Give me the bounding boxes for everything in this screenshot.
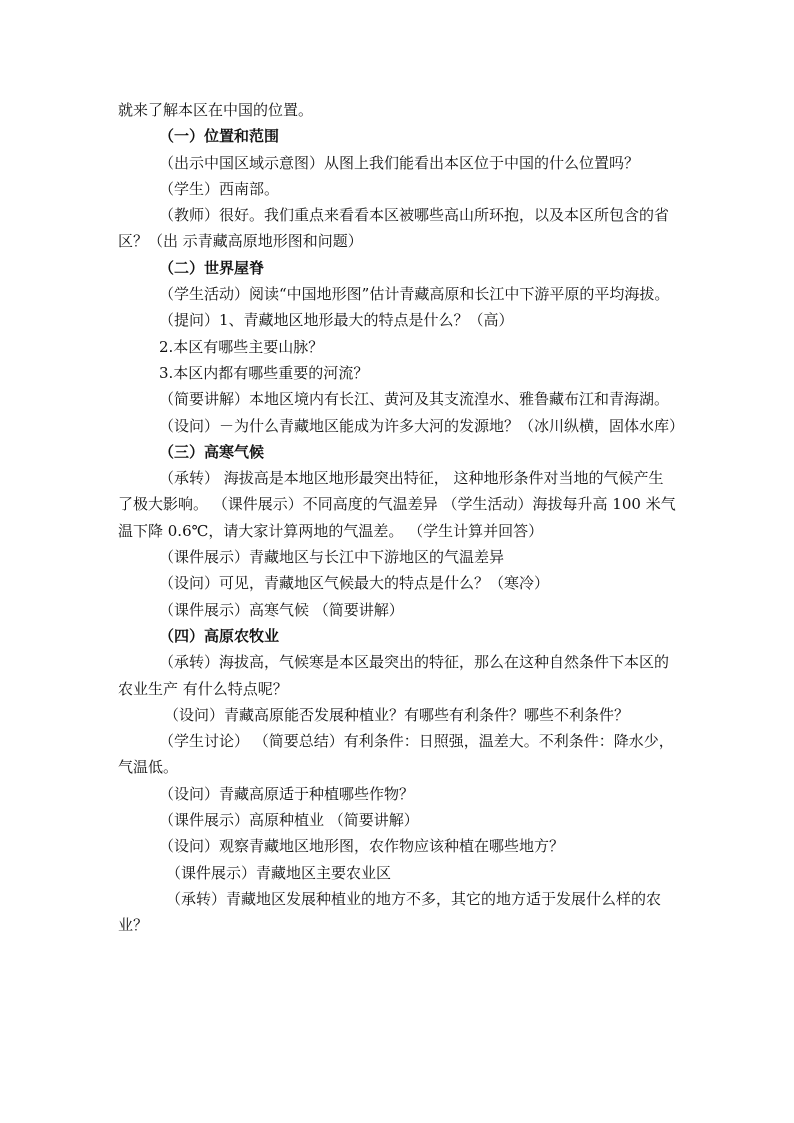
paragraph: （设问）观察青藏地区地形图，农作物应该种植在哪些地方？ — [159, 837, 565, 856]
paragraph: （承转）青藏地区发展种植业的地方不多，其它的地方适于发展什么样的农业？ — [118, 889, 662, 935]
paragraph: （承转） 海拔高是本地区地形最突出特征， 这种地形条件对当地的气候产生了极大影响。 （课件展示）不同高度的气温差异 （学生活动）海拔每升高 100 米气温下降 0.6℃，请大家计算两地的气温差。 （学生计算并回答） — [118, 469, 676, 540]
paragraph: （课件展示）青藏地区与长江中下游地区的气温差异 — [159, 548, 505, 567]
paragraph: （出示中国区域示意图）从图上我们能看出本区位于中国的什么位置吗？ — [159, 153, 640, 172]
heading-plateau-agriculture: （四）高原农牧业 — [159, 626, 280, 645]
paragraph: （课件展示）青藏地区主要农业区 — [166, 863, 392, 882]
paragraph: （承转）海拔高，气候寒是本区最突出的特征，那么在这种自然条件下本区的农业生产 有什么特点呢？ — [118, 653, 670, 698]
paragraph-intro: 就来了解本区在中国的位置。 — [118, 101, 314, 119]
heading-roof-of-world: （二）世界屋脊 — [159, 258, 265, 277]
paragraph: 2.本区有哪些主要山脉？ — [159, 337, 324, 356]
paragraph: （学生讨论） （简要总结）有利条件：日照强，温差大。不利条件：降水少，气温低。 — [118, 732, 674, 777]
paragraph: （课件展示）高原种植业 （简要讲解） — [159, 811, 419, 830]
paragraph: （设问）青藏高原能否发展种植业？有哪些有利条件？哪些不利条件？ — [164, 705, 630, 724]
paragraph: （教师）很好。我们重点来看看本区被哪些高山所环抱，以及本区所包含的省区？（出 示青藏高原地形图和问题） — [118, 206, 670, 251]
paragraph: （提问）1、青藏地区地形最大的特点是什么？（高） — [159, 311, 514, 330]
paragraph: （设问）青藏高原适于种植哪些作物？ — [159, 784, 415, 803]
heading-alpine-climate: （三）高寒气候 — [159, 442, 265, 461]
paragraph: （学生活动）阅读“中国地形图”估计青藏高原和长江中下游平原的平均海拔。 — [159, 285, 670, 304]
paragraph: （设问）可见，青藏地区气候最大的特点是什么？（寒冷） — [159, 574, 550, 593]
paragraph: （设问）－为什么青藏地区能成为许多大河的发源地？（冰川纵横，固体水库） — [159, 416, 685, 435]
paragraph: （学生）西南部。 — [159, 179, 280, 198]
paragraph: 3.本区内都有哪些重要的河流？ — [159, 363, 369, 382]
paragraph: （简要讲解）本地区境内有长江、黄河及其支流湟水、雅鲁藏布江和青海湖。 — [159, 390, 670, 409]
document-body — [118, 97, 685, 939]
heading-location: （一）位置和范围 — [159, 127, 280, 146]
paragraph: （课件展示）高寒气候 （简要讲解） — [159, 600, 404, 619]
